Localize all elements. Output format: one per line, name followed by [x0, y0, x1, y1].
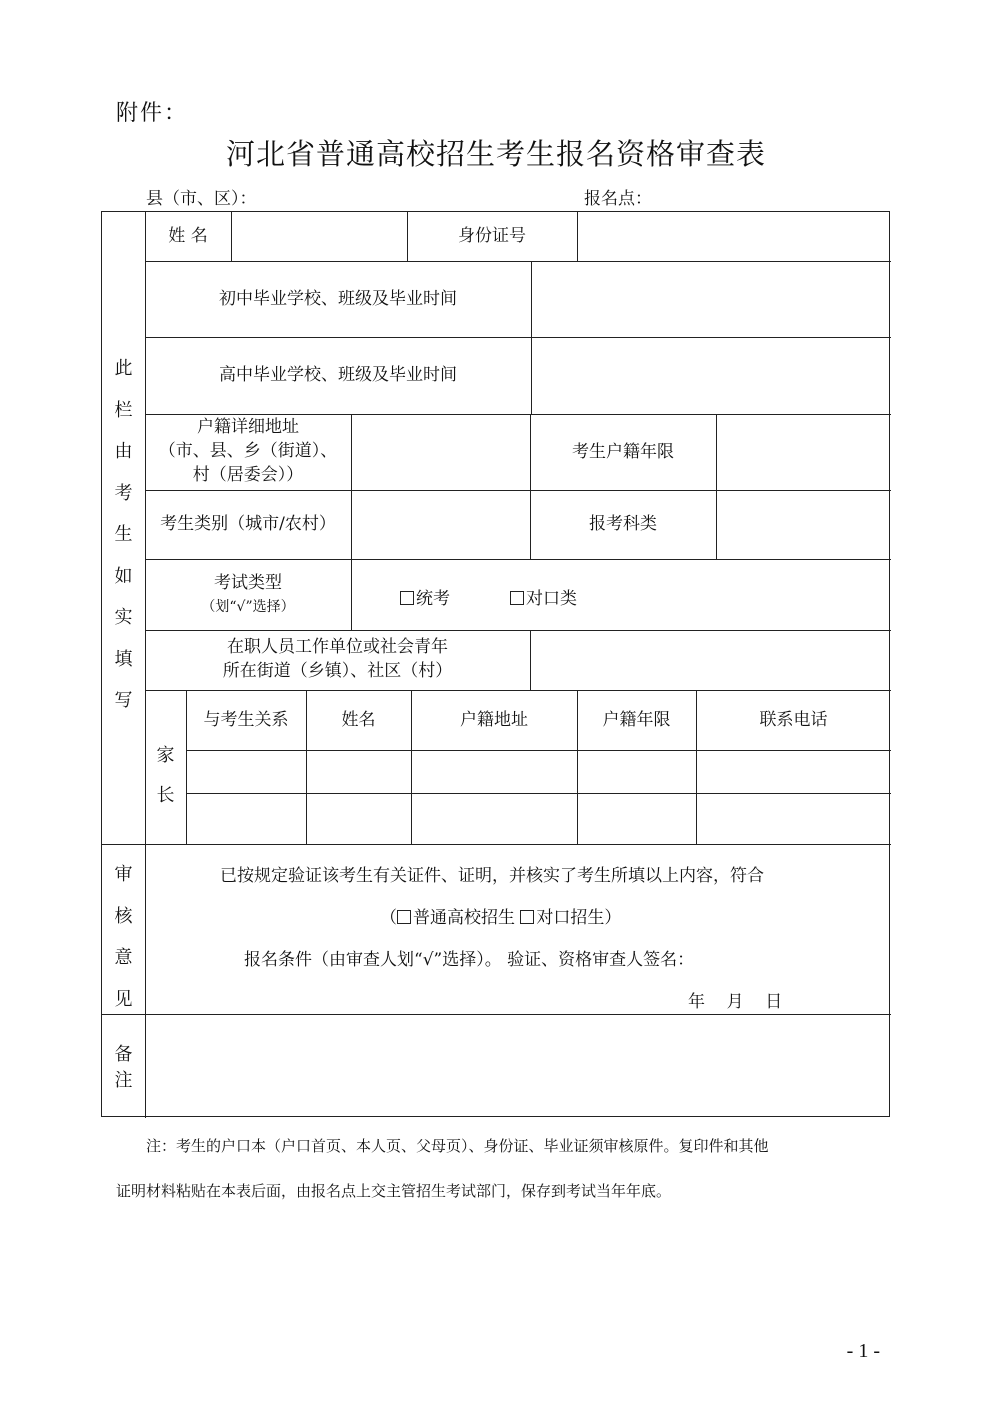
- form-title: 河北省普通高校招生考生报名资格审查表: [225, 137, 766, 171]
- subject-field[interactable]: [716, 490, 891, 559]
- parent-header-address: 户籍地址: [460, 709, 528, 730]
- vocational-admission-checkbox[interactable]: [520, 910, 534, 924]
- id-number-field[interactable]: [577, 212, 891, 261]
- exam-type-label: 考试类型 （划“√”选择）: [201, 573, 295, 615]
- candidate-category-label: 考生类别（城市/农村）: [160, 514, 336, 535]
- remarks-field[interactable]: [145, 1014, 891, 1118]
- option-unified-exam[interactable]: 统考: [400, 584, 450, 609]
- hukou-address-label: 户籍详细地址 （市、县、乡（街道）、 村（居委会））: [158, 417, 338, 485]
- hukou-years-field[interactable]: [716, 414, 891, 490]
- employer-field[interactable]: [530, 630, 891, 690]
- parent-header-name: 姓名: [341, 709, 376, 730]
- hukou-address-field[interactable]: [351, 414, 530, 490]
- parent-row-1-phone[interactable]: [696, 750, 891, 793]
- parent-row-2-name[interactable]: [306, 793, 411, 844]
- junior-school-label: 初中毕业学校、班级及毕业时间: [219, 288, 457, 309]
- candidate-category-field[interactable]: [351, 490, 530, 559]
- review-date: 年 月 日: [688, 992, 783, 1012]
- note-line1: 注：考生的户口本（户口首页、本人页、父母页）、身份证、毕业证须审核原件。复印件和其他: [146, 1137, 769, 1155]
- hukou-years-label: 考生户籍年限: [572, 441, 674, 462]
- unified-exam-checkbox[interactable]: [400, 591, 414, 605]
- registration-point-label: 报名点：: [584, 189, 652, 209]
- option-vocational[interactable]: 对口类: [510, 584, 577, 609]
- note-line2: 证明材料粘贴在本表后面，由报名点上交主管招生考试部门，保存到考试当年年底。: [116, 1182, 672, 1200]
- parent-header-years: 户籍年限: [602, 709, 671, 730]
- parent-label: 家 长: [156, 745, 175, 806]
- parent-header-relation: 与考生关系: [203, 709, 289, 730]
- name-label: 姓 名: [168, 226, 208, 247]
- review-statement-line2: （ 普通高校招生 对口招生）: [380, 908, 622, 928]
- parent-header-phone: 联系电话: [759, 709, 828, 730]
- county-label: 县（市、区）：: [146, 189, 257, 209]
- employer-label: 在职人员工作单位或社会青年 所在街道（乡镇）、社区（村）: [222, 637, 453, 681]
- parent-row-2-phone[interactable]: [696, 793, 891, 844]
- subject-label: 报考科类: [589, 514, 657, 535]
- name-field[interactable]: [231, 212, 407, 261]
- parent-row-2-years[interactable]: [577, 793, 696, 844]
- parent-row-1-relation[interactable]: [186, 750, 306, 793]
- general-admission-checkbox[interactable]: [397, 910, 411, 924]
- review-statement-line3: 报名条件（由审查人划“√”选择）。 验证、资格审查人签名：: [244, 950, 695, 970]
- annex-label: 附件：: [116, 101, 189, 126]
- qualification-form-table: [101, 211, 890, 1117]
- id-number-label: 身份证号: [458, 226, 526, 247]
- parent-row-2-relation[interactable]: [186, 793, 306, 844]
- senior-school-label: 高中毕业学校、班级及毕业时间: [219, 365, 457, 386]
- vocational-checkbox[interactable]: [510, 591, 524, 605]
- fill-in-instruction: 此 栏 由 考 生 如 实 填 写: [114, 358, 133, 711]
- page-number: - 1 -: [846, 1340, 880, 1362]
- parent-row-1-address[interactable]: [411, 750, 577, 793]
- parent-row-1-years[interactable]: [577, 750, 696, 793]
- review-opinion-label: 审 核 意 见: [114, 864, 133, 1010]
- review-statement-line1: 已按规定验证该考生有关证件、证明，并核实了考生所填以上内容，符合: [220, 866, 764, 886]
- parent-row-2-address[interactable]: [411, 793, 577, 844]
- remarks-label: 备 注: [114, 1044, 133, 1091]
- senior-school-field[interactable]: [531, 337, 891, 414]
- junior-school-field[interactable]: [531, 261, 891, 337]
- parent-row-1-name[interactable]: [306, 750, 411, 793]
